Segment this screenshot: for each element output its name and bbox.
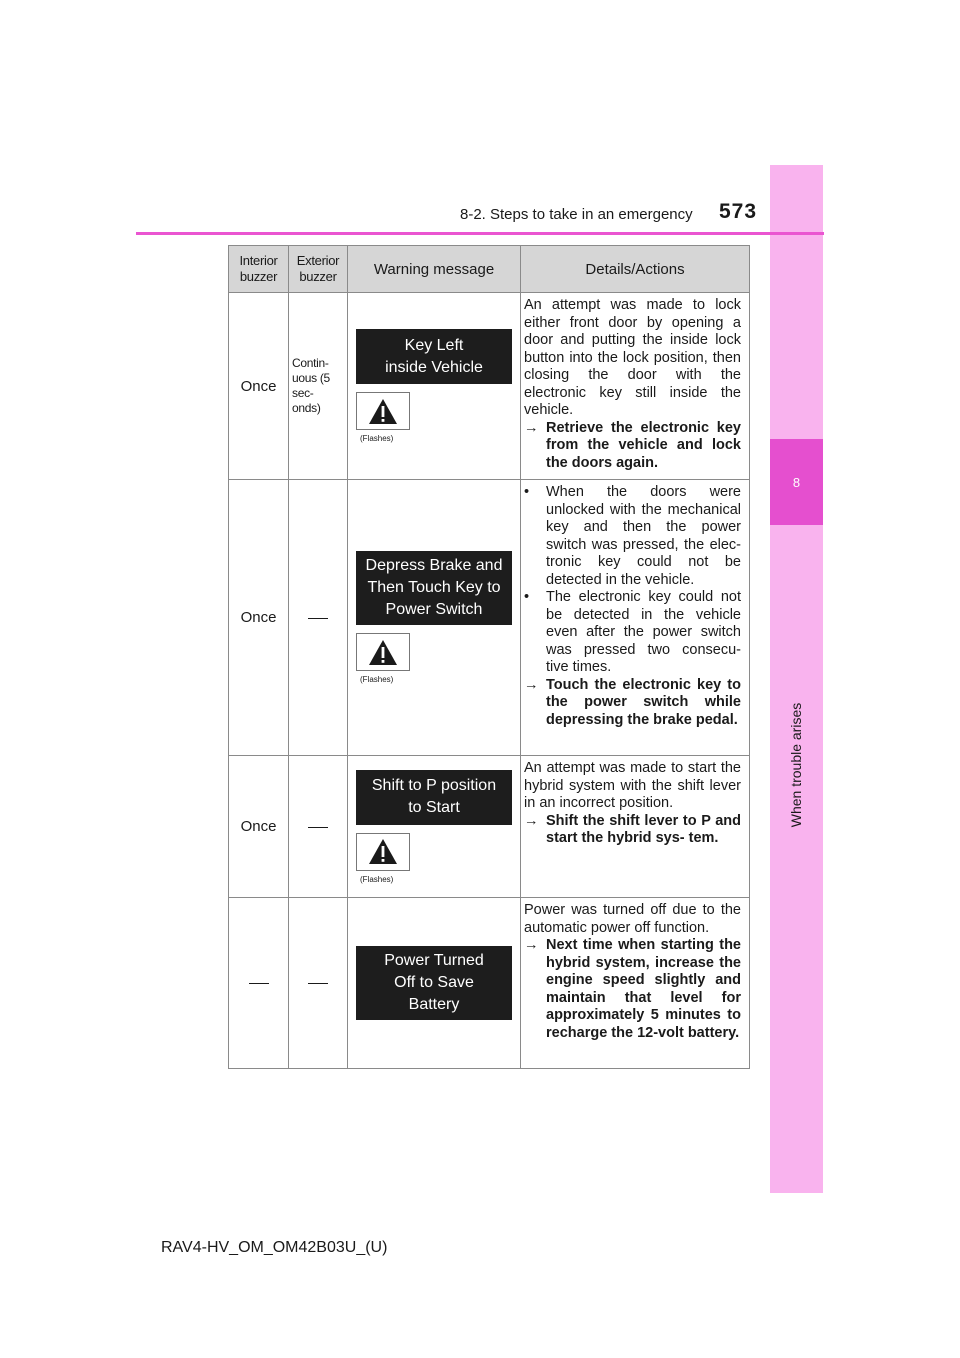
message-line: Depress Brake and [365,557,503,574]
interior-buzzer-cell [229,898,289,1069]
warning-message-table [228,245,750,1069]
message-display [356,770,512,825]
action-item [524,813,741,848]
details-cell [521,293,750,480]
action-text: Retrieve the electronic key from the vehicle and lock the doors again. [546,419,741,471]
chapter-title: When trouble arises [788,702,804,828]
message-display [356,329,512,384]
table-row [229,898,750,1069]
header-warning-message: Warning message [348,246,521,293]
bullet-item [524,484,741,589]
table-header-row [229,246,750,293]
flashes-note: (Flashes) [360,874,394,884]
action-text: Shift the shift lever to P and start the hybrid sys- tem. [546,812,741,846]
action-item [524,677,741,730]
header-interior-buzzer: Interior buzzer [229,246,289,293]
warning-message-cell [348,898,521,1069]
page-number: 573 [719,200,758,223]
exterior-buzzer-cell [289,293,348,480]
arrow-icon: → [524,937,539,953]
warning-triangle-icon [356,833,410,871]
bullet-text: The electronic key could not be detected in the vehicle even after the power switch was pressed two consecu- tive times. [546,589,741,675]
header-exterior-buzzer: Exterior buzzer [289,246,348,293]
dash-mark [308,618,328,619]
warning-triangle-icon [356,633,410,671]
dash-mark [308,983,328,984]
flashes-note: (Flashes) [360,675,394,684]
arrow-icon: → [524,419,539,436]
details-cell [521,756,750,898]
arrow-icon: → [524,676,539,693]
table-row [229,756,750,898]
message-display [356,946,512,1020]
exterior-buzzer-cell [289,898,348,1069]
bullet-mark: • [524,484,530,500]
warning-message-cell [348,756,521,898]
action-text: Next time when starting the hybrid system, increase the engine speed slightly and maintain that level for approximately 5 minutes to recharge the 12-volt battery. [546,937,741,1041]
warning-message-cell [348,293,521,480]
dash-mark [249,983,269,984]
bullet-item [524,589,741,677]
table-row [229,293,750,480]
details-text: Power was turned off due to the automatic power off function. [524,902,741,936]
exterior-buzzer-cell [289,480,348,756]
details-cell [521,480,750,756]
chapter-side-tab [770,165,823,1193]
message-line: Off to Save [394,974,474,991]
message-display [356,551,512,625]
details-text: An attempt was made to lock either front door by opening a door and putting the inside lock button into the lock position, then closing the door with the electronic key still inside the vehicle. [524,297,741,418]
document-code: RAV4-HV_OM_OM42B03U_(U) [161,1239,388,1256]
details-text: An attempt was made to start the hybrid system with the shift lever in an incorrect position. [524,760,741,811]
action-text: Touch the electronic key to the power switch while depressing the brake pedal. [546,676,741,728]
message-line: Shift to P position [371,777,497,794]
message-line: inside Vehicle [385,358,483,376]
flashes-note: (Flashes) [360,434,394,443]
chapter-number: 8 [770,439,823,525]
message-line: Power Switch [385,601,483,618]
dash-mark [308,827,328,828]
arrow-icon: → [524,812,539,829]
bullet-text: When the doors were unlocked with the mechanical key and then the power switch was pressed, the elec- tronic key could not be detected in the vehicle. [546,484,741,588]
exterior-buzzer-text: Contin- uous (5 sec- onds) [292,356,330,415]
message-line: Power Turned [384,952,484,969]
interior-buzzer-cell: Once [229,480,289,756]
warning-message-cell [348,480,521,756]
message-line: Battery [408,996,460,1013]
message-line: Key Left [404,336,464,354]
interior-buzzer-cell: Once [229,756,289,898]
exterior-buzzer-cell [289,756,348,898]
warning-triangle-icon [356,392,410,430]
message-line: to Start [408,799,460,816]
header-divider [136,232,824,235]
bullet-mark: • [524,589,530,605]
interior-buzzer-cell: Once [229,293,289,480]
message-line: Then Touch Key to [367,579,501,596]
header-details-actions: Details/Actions [521,246,750,293]
action-item [524,937,741,1042]
section-title: 8-2. Steps to take in an emergency [460,206,693,223]
details-cell [521,898,750,1069]
table-row [229,480,750,756]
action-item [524,420,741,473]
